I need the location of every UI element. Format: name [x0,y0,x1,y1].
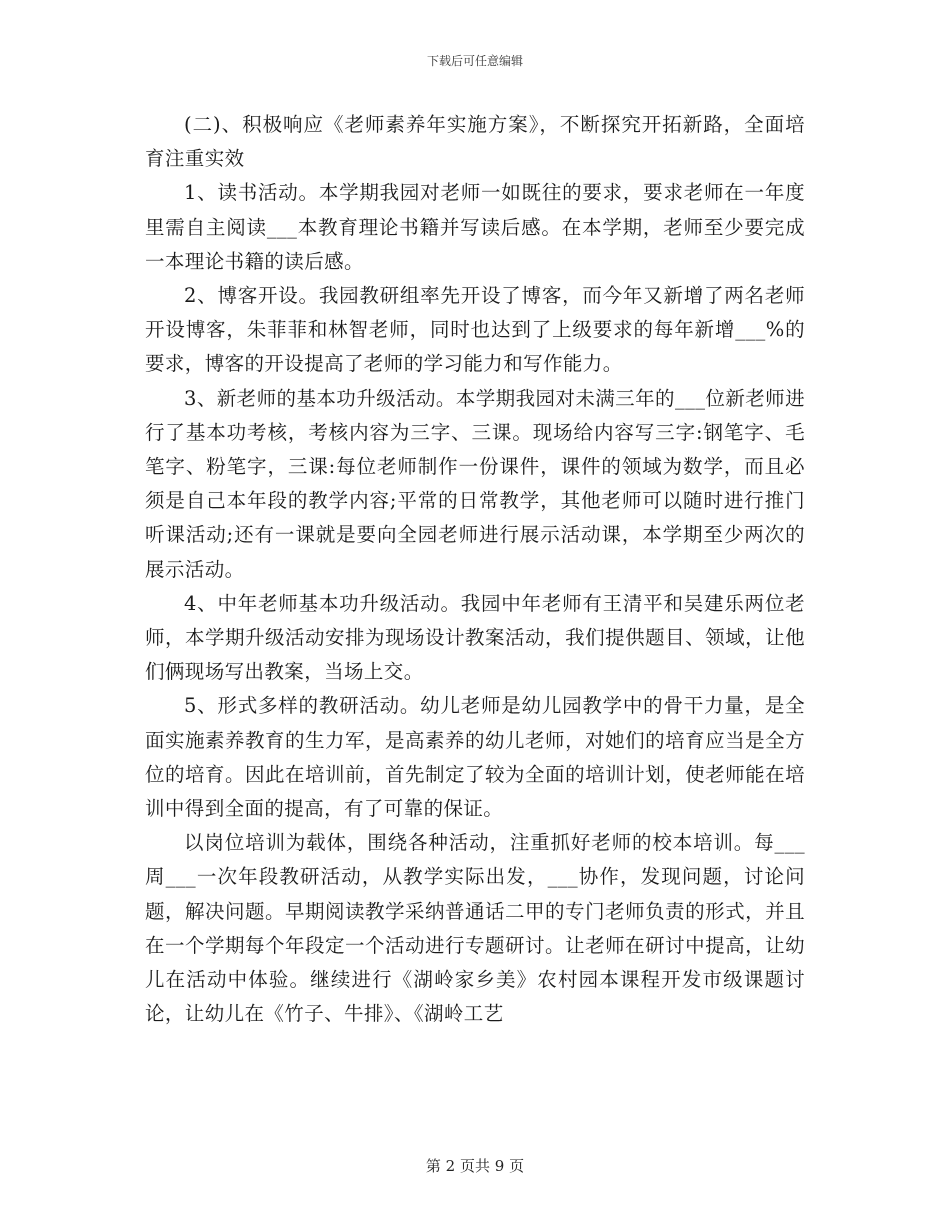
paragraph-new-teacher-skills: 3、新老师的基本功升级活动。本学期我园对未满三年的___位新老师进行了基本功考核，考核内容为三字、三课。现场给内容写三字:钢笔字、毛笔字、粉笔字，三课:每位老师制作一份课件，课件的领域为数学，而且必须是自己本年段的教学内容;平常的日常教学，其他老师可以随时进行推门听课活动;还有一课就是要向全园老师进行展示活动课，本学期至少两次的展示活动。 [145,386,805,581]
paragraph-reading-activity: 1、读书活动。本学期我园对老师一如既往的要求，要求老师在一年度里需自主阅读___本教育理论书籍并写读后感。在本学期，老师至少要完成一本理论书籍的读后感。 [145,181,805,273]
paragraph-blog: 2、博客开设。我园教研组率先开设了博客，而今年又新增了两名老师开设博客，朱菲菲和林智老师，同时也达到了上级要求的每年新增___%的要求，博客的开设提高了老师的学习能力和写作能力。 [145,284,805,376]
document-body [145,108,805,1031]
section-heading: (二)、积极响应《老师素养年实施方案》，不断探究开拓新路，全面培育注重实效 [145,113,805,171]
paragraph-middle-aged-teacher-skills: 4、中年老师基本功升级活动。我园中年老师有王清平和吴建乐两位老师，本学期升级活动安排为现场设计教案活动，我们提供题目、领域，让他们俩现场写出教案，当场上交。 [145,591,805,684]
paragraph-research-activities: 5、形式多样的教研活动。幼儿老师是幼儿园教学中的骨干力量，是全面实施素养教育的生力军，是高素养的幼儿老师，对她们的培育应当是全方位的培育。因此在培训前，首先制定了较为全面的培训计划，使老师能在培训中得到全面的提高，有了可靠的保证。 [145,694,805,821]
page-number: 第 2 页共 9 页 [425,1157,525,1175]
paragraph-job-training: 以岗位培训为载体，围绕各种活动，注重抓好老师的校本培训。每___周___一次年段教研活动，从教学实际出发，___协作，发现问题，讨论问题，解决问题。早期阅读教学采纳普通话二甲的专门老师负责的形式，并且在一个学期每个年段定一个活动进行专题研讨。让老师在研讨中提高，让幼儿在活动中体验。继续进行《湖岭家乡美》农村园本课程开发市级课题讨论，让幼儿在《竹子、牛排》、《湖岭工艺 [145,831,805,1026]
page-header: 下载后可任意编辑 [426,54,523,68]
